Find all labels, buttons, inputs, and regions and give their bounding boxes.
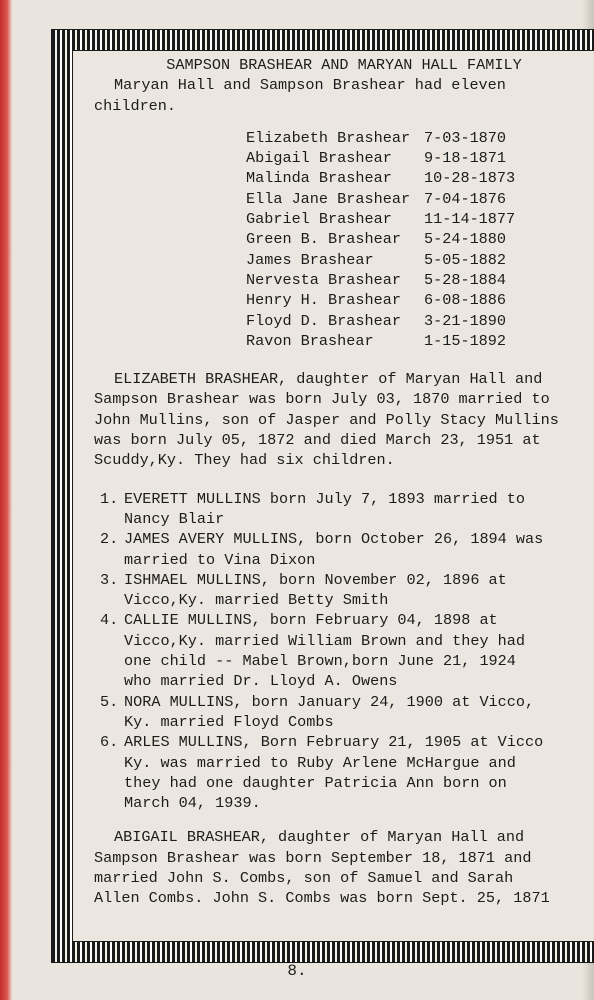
child-birthdate: 10-28-1873: [424, 169, 516, 188]
roster-row: [246, 128, 546, 148]
roster-row: [246, 290, 546, 310]
roster-row: [246, 209, 546, 229]
list-number: 5.: [100, 692, 119, 711]
child-name: Malinda Brashear: [246, 169, 392, 188]
roster-row: [246, 331, 546, 351]
roster-row: [246, 148, 546, 168]
list-line: Vicco,Ky. married William Brown and they had: [124, 631, 526, 650]
list-line: married to Vina Dixon: [124, 550, 316, 569]
roster-row: [246, 229, 546, 249]
list-line: one child -- Mabel Brown,born June 21, 1924: [124, 652, 516, 671]
list-line: JAMES AVERY MULLINS, born October 26, 1894 was: [124, 530, 544, 549]
paragraph-line: was born July 05, 1872 and died March 23, 1951 at: [94, 431, 541, 450]
list-number: 4.: [100, 611, 119, 630]
list-line: EVERETT MULLINS born July 7, 1893 married to: [124, 489, 526, 508]
child-name: Henry H. Brashear: [246, 291, 401, 310]
child-name: Abigail Brashear: [246, 149, 392, 168]
list-number: 1.: [100, 489, 119, 508]
list-item: [94, 732, 594, 813]
paragraph-line: married John S. Combs, son of Samuel and Sarah: [94, 868, 514, 887]
paragraph-line: Sampson Brashear was born September 18, 1871 and: [94, 848, 532, 867]
children-roster: [246, 128, 546, 351]
list-line: ARLES MULLINS, Born February 21, 1905 at Vicco: [124, 733, 544, 752]
child-birthdate: 3-21-1890: [424, 311, 507, 330]
roster-row: [246, 189, 546, 209]
elizabeth-children-list: [94, 489, 594, 814]
paragraph-line: John Mullins, son of Jasper and Polly Stacy Mullins: [94, 410, 559, 429]
child-birthdate: 9-18-1871: [424, 149, 507, 168]
list-line: Ky. was married to Ruby Arlene McHargue and: [124, 753, 516, 772]
list-item: [94, 529, 594, 570]
roster-row: [246, 250, 546, 270]
child-birthdate: 6-08-1886: [424, 291, 507, 310]
roster-row: [246, 168, 546, 188]
list-line: they had one daughter Patricia Ann born on: [124, 773, 507, 792]
family-heading: SAMPSON BRASHEAR AND MARYAN HALL FAMILY: [166, 56, 522, 74]
paragraph-line: Allen Combs. John S. Combs was born Sept. 25, 1871: [94, 889, 550, 908]
child-name: Floyd D. Brashear: [246, 311, 401, 330]
red-book-spine: [0, 0, 12, 1000]
roster-row: [246, 270, 546, 290]
list-number: 2.: [100, 530, 119, 549]
paragraph-line: ABIGAIL BRASHEAR, daughter of Maryan Hall and: [114, 828, 525, 847]
child-name: James Brashear: [246, 250, 374, 269]
list-number: 6.: [100, 733, 119, 752]
child-birthdate: 7-03-1870: [424, 128, 507, 147]
list-item: [94, 692, 594, 733]
child-name: Nervesta Brashear: [246, 270, 401, 289]
intro-line: children.: [94, 96, 177, 115]
child-birthdate: 7-04-1876: [424, 189, 507, 208]
list-line: NORA MULLINS, born January 24, 1900 at Vicco,: [124, 692, 535, 711]
child-birthdate: 11-14-1877: [424, 210, 516, 229]
intro-line: Maryan Hall and Sampson Brashear had eleven: [114, 76, 506, 95]
list-line: CALLIE MULLINS, born February 04, 1898 at: [124, 611, 498, 630]
child-birthdate: 5-28-1884: [424, 270, 507, 289]
child-name: Ravon Brashear: [246, 331, 374, 350]
child-birthdate: 5-24-1880: [424, 230, 507, 249]
list-line: Vicco,Ky. married Betty Smith: [124, 591, 389, 610]
paragraph-line: ELIZABETH BRASHEAR, daughter of Maryan Hall and: [114, 370, 543, 389]
paragraph-line: Scuddy,Ky. They had six children.: [94, 451, 395, 470]
list-number: 3.: [100, 570, 119, 589]
elizabeth-paragraph: [94, 369, 594, 470]
child-name: Gabriel Brashear: [246, 210, 392, 229]
child-name: Elizabeth Brashear: [246, 128, 411, 147]
list-item: [94, 570, 594, 611]
child-birthdate: 1-15-1892: [424, 331, 507, 350]
abigail-paragraph: [94, 827, 594, 908]
child-birthdate: 5-05-1882: [424, 250, 507, 269]
roster-row: [246, 311, 546, 331]
page-number: 8.: [287, 962, 307, 980]
child-name: Ella Jane Brashear: [246, 189, 411, 208]
list-line: Ky. married Floyd Combs: [124, 712, 334, 731]
list-line: who married Dr. Lloyd A. Owens: [124, 672, 398, 691]
list-item: [94, 610, 594, 691]
list-item: [94, 489, 594, 530]
list-line: Nancy Blair: [124, 509, 225, 528]
paragraph-line: Sampson Brashear was born July 03, 1870 married to: [94, 390, 550, 409]
list-line: ISHMAEL MULLINS, born November 02, 1896 at: [124, 570, 507, 589]
child-name: Green B. Brashear: [246, 230, 401, 249]
page-text: [94, 55, 594, 909]
list-line: March 04, 1939.: [124, 794, 261, 813]
